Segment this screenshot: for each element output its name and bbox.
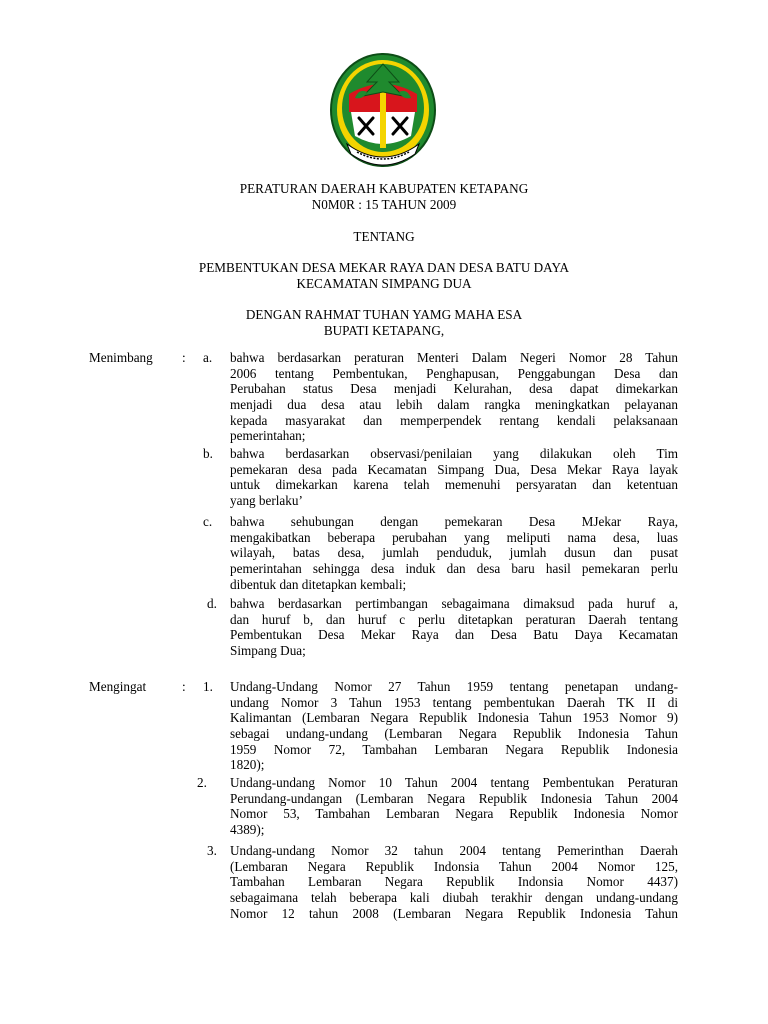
text-line: pemerintahan; xyxy=(230,428,306,444)
menimbang-d-marker: d. xyxy=(207,596,217,611)
text-line: Undang-undang Nomor 32 tahun 2004 tentang Pemerinthan Daerah xyxy=(230,843,678,858)
text-line: yang berlaku’ xyxy=(230,493,303,509)
menimbang-a-marker: a. xyxy=(203,350,213,365)
text-line: sebagai undang-undang (Lembaran Negara Republik Indonesia Tahun xyxy=(230,726,678,742)
menimbang-c-marker: c. xyxy=(203,514,213,529)
tentang-heading: TENTANG xyxy=(353,229,415,244)
text-line: Perubahan status Desa menjadi Kelurahan, desa dapat dimekarkan xyxy=(230,381,678,397)
mengingat-label: Mengingat xyxy=(89,679,147,694)
text-line: sebagaimana telah beberapa kali diubah terakhir dengan undang-undang xyxy=(230,890,678,906)
opening-phrase: DENGAN RAHMAT TUHAN YAMG MAHA ESA xyxy=(245,307,523,322)
text-line: Pembentukan Desa Mekar Raya dan Desa Batu Daya Kecamatan xyxy=(230,627,678,643)
text-line: Kalimantan (Lembaran Negara Republik Indonesia Tahun 1953 Nomor 9) xyxy=(230,710,678,726)
mengingat-1-marker: 1. xyxy=(203,679,213,694)
text-line: bahwa berdasarkan pertimbangan sebagaimana dimaksud pada huruf a, xyxy=(230,596,678,611)
text-line: dibentuk dan ditetapkan kembali; xyxy=(230,576,407,592)
menimbang-d-text xyxy=(230,596,678,659)
text-line: (Lembaran Negara Republik Indonsia Tahun 2004 Nomor 125, xyxy=(230,858,678,874)
text-line: menjadi dua desa atau lebih dalam rangka meningkatkan pelayanan xyxy=(230,397,678,413)
text-line: bahwa sehubungan dengan pemekaran Desa MJekar Raya, xyxy=(230,514,678,529)
text-line: wilayah, batas desa, jumlah penduduk, jumlah dusun dan pusat xyxy=(230,545,678,561)
text-line: pemekaran desa pada Kecamatan Simpang Dua, Desa Mekar Raya layak xyxy=(230,461,678,477)
text-line: 4389); xyxy=(230,822,265,838)
text-line: untuk dimekarkan karena telah memenuhi persyaratan dan ketentuan xyxy=(230,477,678,493)
text-line: dan huruf b, dan huruf c perlu ditetapkan peraturan Daerah tentang xyxy=(230,611,678,627)
regulation-title: PERATURAN DAERAH KABUPATEN KETAPANG xyxy=(239,181,529,196)
text-line: Nomor 53, Tambahan Lembaran Negara Republik Indonesia Nomor xyxy=(230,806,678,822)
text-line: 2006 tentang Pembentukan, Penghapusan, Penggabungan Desa dan xyxy=(230,365,678,381)
subject-line-1: PEMBENTUKAN DESA MEKAR RAYA DAN DESA BATU DAYA xyxy=(198,260,570,275)
subject-line-2: KECAMATAN SIMPANG DUA xyxy=(296,276,472,291)
kabupaten-ketapang-emblem xyxy=(329,52,437,170)
mengingat-1-text xyxy=(230,679,678,773)
text-line: undang Nomor 3 Tahun 1953 tentang pembentukan Daerah TK II di xyxy=(230,694,678,710)
mengingat-2-marker: 2. xyxy=(197,775,207,790)
menimbang-label: Menimbang xyxy=(89,350,153,365)
mengingat-colon: : xyxy=(182,679,186,694)
menimbang-b-text xyxy=(230,446,678,509)
text-line: bahwa berdasarkan observasi/penilaian yang dilakukan oleh Tim xyxy=(230,446,678,461)
menimbang-a-text xyxy=(230,350,678,444)
text-line: mengakibatkan beberapa perubahan yang meliputi nama desa, luas xyxy=(230,529,678,545)
mengingat-2-text xyxy=(230,775,678,838)
text-line: Tambahan Lembaran Negara Republik Indonsia Nomor 4437) xyxy=(230,874,678,890)
text-line: 1820); xyxy=(230,757,265,773)
menimbang-c-text xyxy=(230,514,678,592)
menimbang-colon: : xyxy=(182,350,186,365)
text-line: Simpang Dua; xyxy=(230,643,306,659)
text-line: bahwa berdasarkan peraturan Menteri Dalam Negeri Nomor 28 Tahun xyxy=(230,350,678,365)
issuer-line: BUPATI KETAPANG, xyxy=(323,323,445,338)
text-line: Undang-undang Nomor 10 Tahun 2004 tentang Pembentukan Peraturan xyxy=(230,775,678,790)
text-line: 1959 Nomor 72, Tambahan Lembaran Negara Republik Indonesia xyxy=(230,741,678,757)
text-line: Perundang-undangan (Lembaran Negara Republik Indonesia Tahun 2004 xyxy=(230,790,678,806)
menimbang-b-marker: b. xyxy=(203,446,213,461)
mengingat-3-marker: 3. xyxy=(207,843,217,858)
text-line: Nomor 12 tahun 2008 (Lembaran Negara Republik Indonesia Tahun xyxy=(230,905,678,921)
text-line: kepada masyarakat dan memperpendek rentang kendali pelaksanaan xyxy=(230,412,678,428)
text-line: Undang-Undang Nomor 27 Tahun 1959 tentang penetapan undang- xyxy=(230,679,678,694)
text-line: pemerintahan sehingga desa induk dan desa baru hasil pemekaran perlu xyxy=(230,561,678,577)
mengingat-3-text xyxy=(230,843,678,921)
regulation-number: N0M0R : 15 TAHUN 2009 xyxy=(311,197,457,212)
